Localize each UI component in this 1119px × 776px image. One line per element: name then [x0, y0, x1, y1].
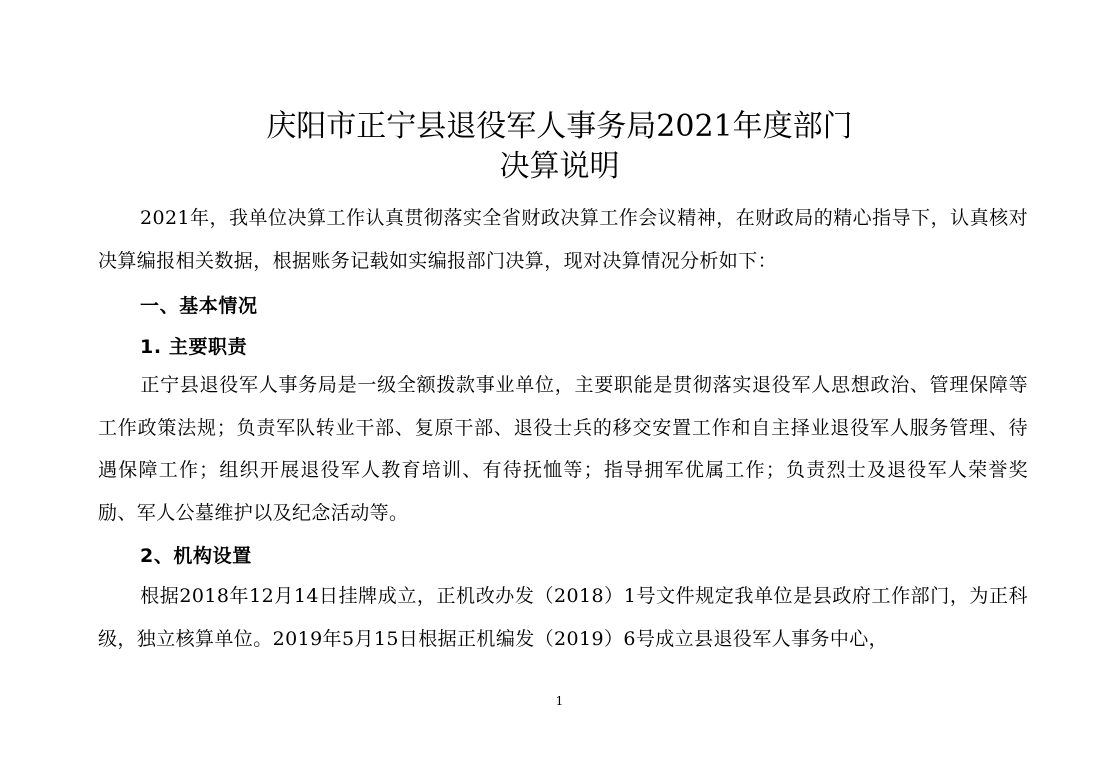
duties-text: 正宁县退役军人事务局是一级全额拨款事业单位，主要职能是贯彻落实退役军人思想政治、管理保障等工作政策法规；负责军队转业干部、复原干部、退役士兵的移交安置工作和自主择业退役军人服务管理、待遇保障工作；组织开展退役军人教育培训、有待抚恤等；指导拥军优属工作；负责烈士及退役军人荣誉奖励、军人公墓维护以及纪念活动等。: [98, 374, 1028, 524]
subsection-heading-duties: 1. 主要职责: [140, 336, 248, 358]
intro-text: 2021年，我单位决算工作认真贯彻落实全省财政决算工作会议精神，在财政局的精心指导下，认真核对决算编报相关数据，根据账务记载如实编报部门决算，现对决算情况分析如下：: [98, 207, 1028, 272]
organization-paragraph: [98, 575, 1028, 660]
duties-paragraph: [98, 364, 1028, 534]
document-title-line-1: 庆阳市正宁县退役军人事务局2021年度部门: [266, 109, 853, 144]
subsection-heading-organization: 2、机构设置: [140, 545, 252, 567]
document-title-line-2: 决算说明: [499, 149, 620, 184]
intro-paragraph: [98, 197, 1028, 282]
organization-text: 根据2018年12月14日挂牌成立，正机改办发（2018）1号文件规定我单位是县政府工作部门，为正科级，独立核算单位。2019年5月15日根据正机编发（2019）6号成立县退役军人事务中心，: [98, 585, 1028, 650]
section-heading-basic-info: 一、基本情况: [140, 295, 258, 317]
page-number: 1: [555, 694, 564, 708]
